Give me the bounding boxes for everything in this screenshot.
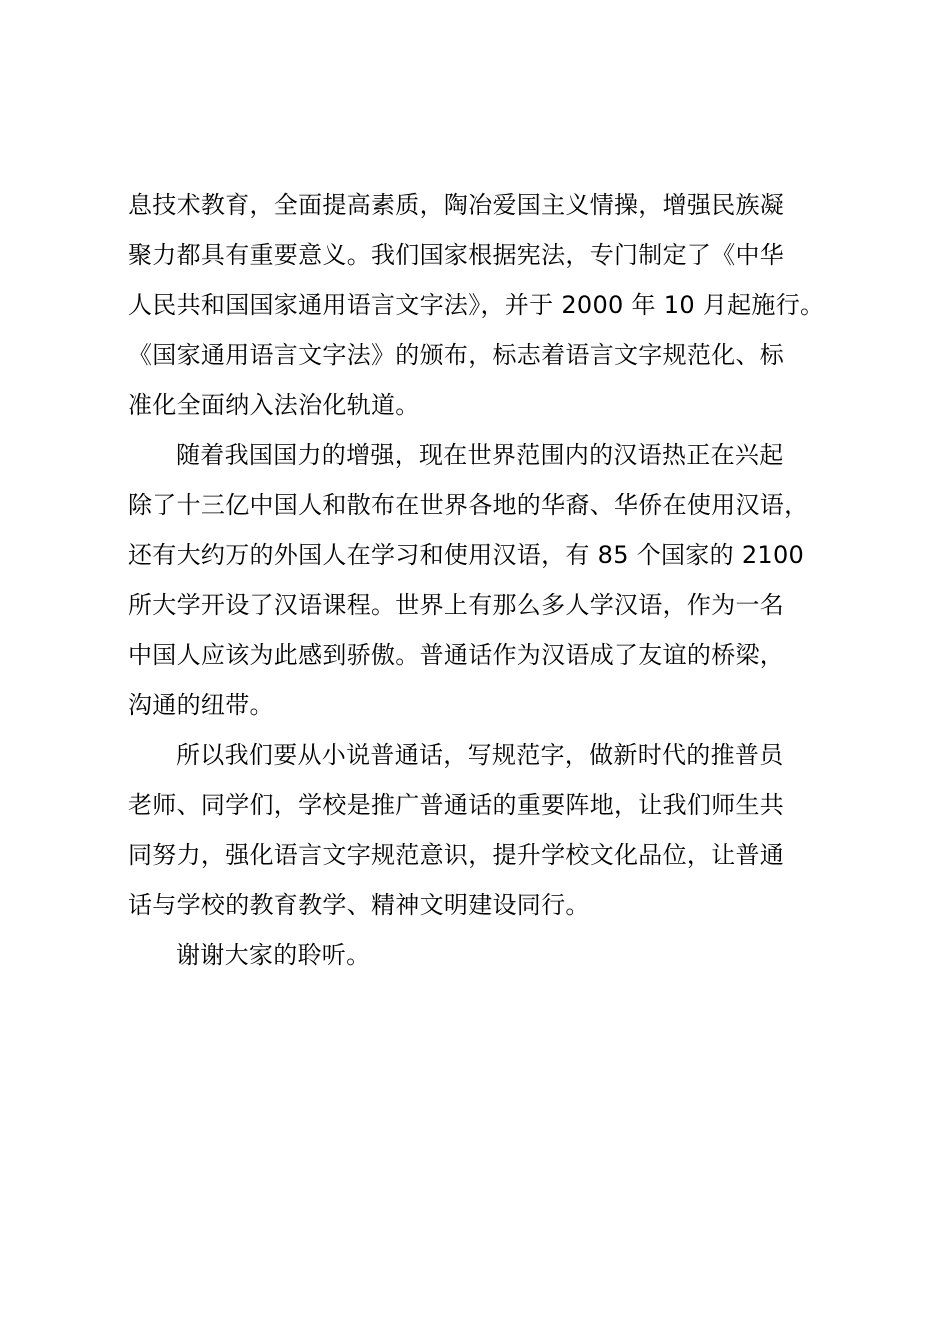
text-line: 中国人应该为此感到骄傲。普通话作为汉语成了友谊的桥梁， — [128, 641, 785, 669]
text-line: 老师、同学们，学校是推广普通话的重要阵地，让我们师生共 — [128, 791, 785, 819]
text-line: 人民共和国国家通用语言文字法》，并于 2000 年 10 月起施行。 — [128, 291, 825, 319]
paragraph-start-line: 所以我们要从小说普通话，写规范字，做新时代的推普员 — [176, 741, 784, 769]
text-line: 息技术教育，全面提高素质，陶冶爱国主义情操，增强民族凝 — [128, 191, 785, 219]
text-line: 所大学开设了汉语课程。世界上有那么多人学汉语，作为一名 — [128, 591, 785, 619]
paragraph-start-line: 随着我国国力的增强，现在世界范围内的汉语热正在兴起 — [176, 441, 784, 469]
text-line: 《国家通用语言文字法》的颁布，标志着语言文字规范化、标 — [128, 341, 785, 369]
closing-line: 谢谢大家的聆听。 — [176, 941, 371, 969]
text-line: 聚力都具有重要意义。我们国家根据宪法，专门制定了《中华 — [128, 241, 785, 269]
text-line: 同努力，强化语言文字规范意识，提升学校文化品位，让普通 — [128, 841, 785, 869]
text-line: 准化全面纳入法治化轨道。 — [128, 391, 420, 419]
text-line: 还有大约万的外国人在学习和使用汉语，有 85 个国家的 2100 — [128, 541, 805, 569]
text-line: 沟通的纽带。 — [128, 691, 274, 719]
text-line: 话与学校的教育教学、精神文明建设同行。 — [128, 891, 590, 919]
text-line: 除了十三亿中国人和散布在世界各地的华裔、华侨在使用汉语， — [128, 491, 809, 519]
